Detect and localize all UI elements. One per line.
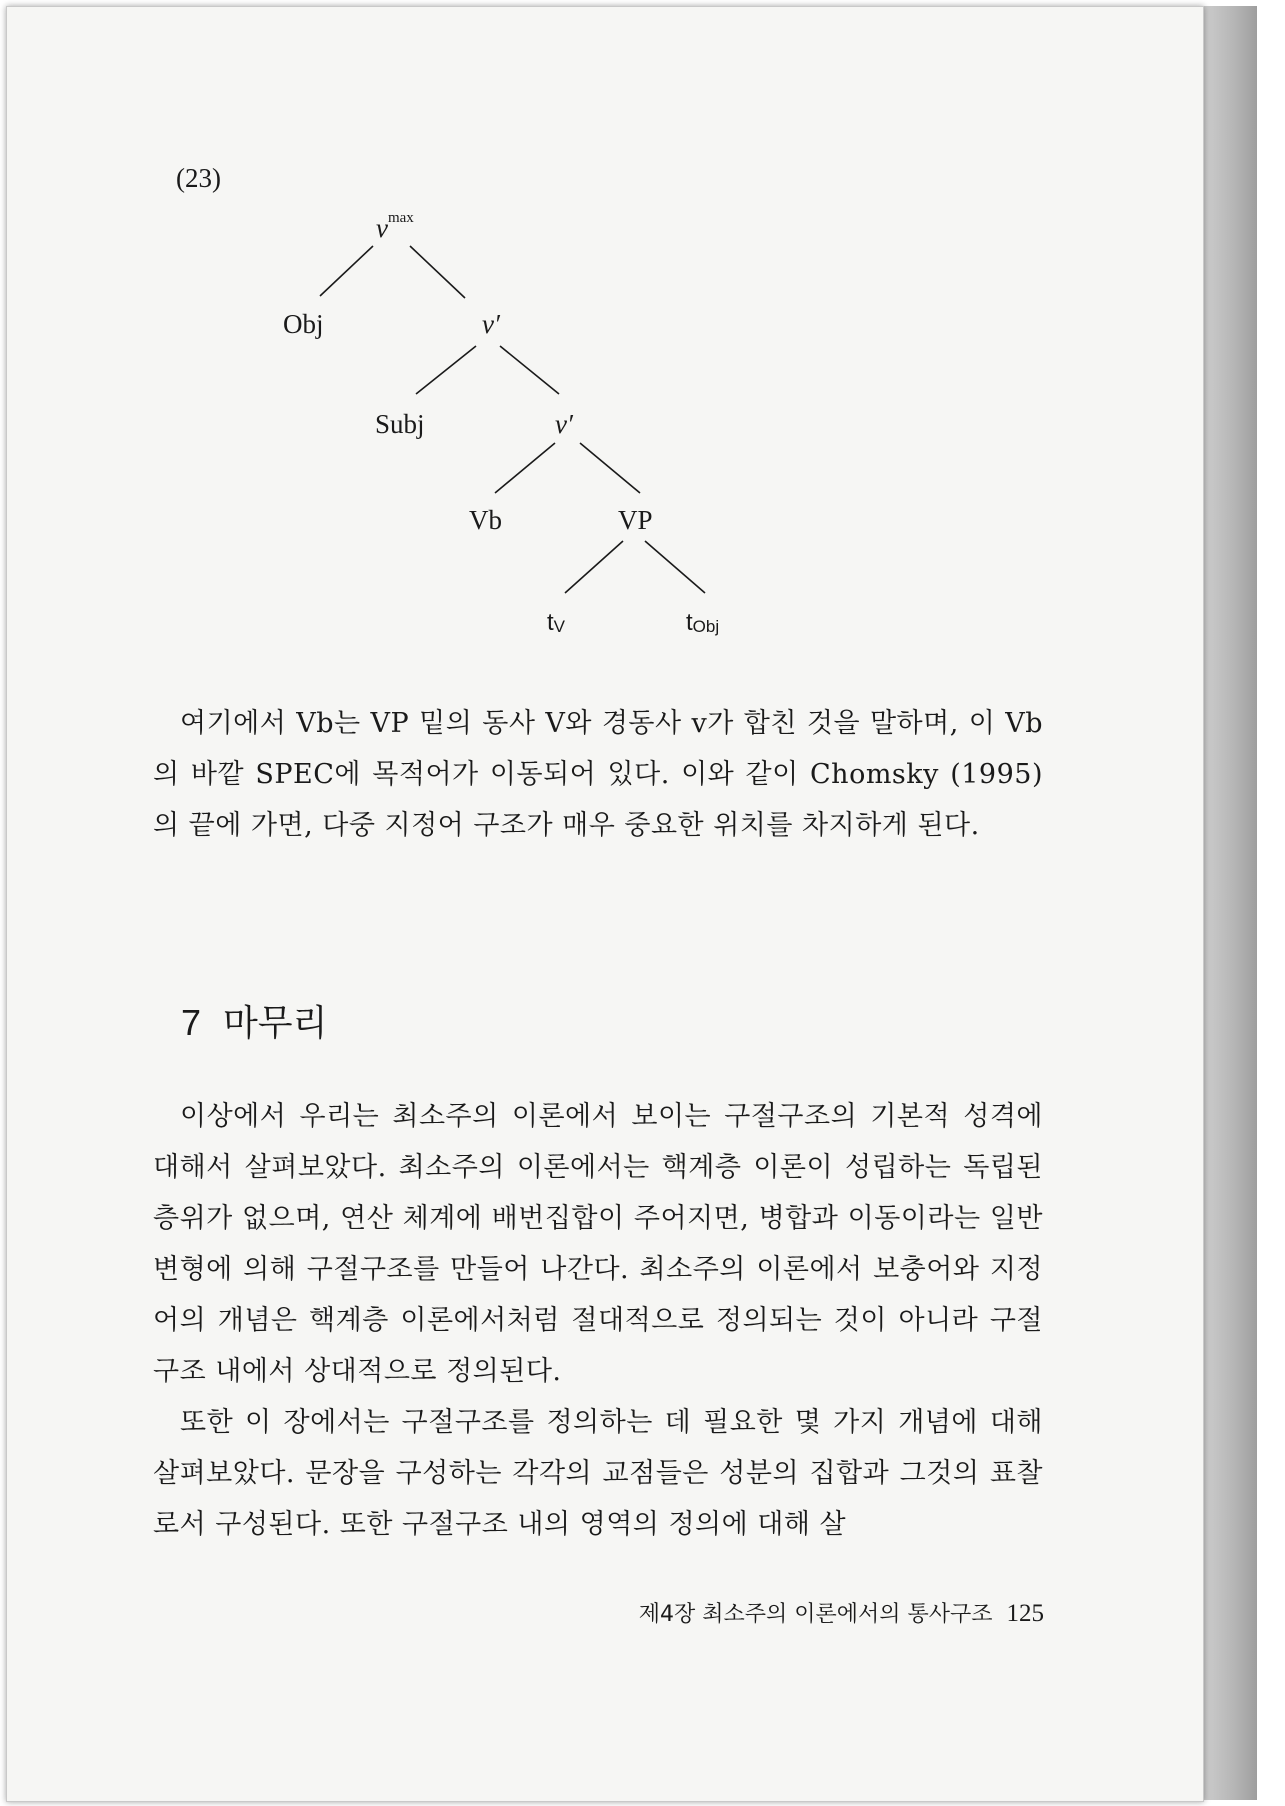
chapter-title: 제4장 최소주의 이론에서의 통사구조 <box>638 1602 993 1627</box>
trace-v: tV <box>547 609 566 636</box>
page-number: 125 <box>1006 1600 1044 1627</box>
paragraph-2: 이상에서 우리는 최소주의 이론에서 보이는 구절구조의 기본적 성격에 대해서 살펴보았다. 최소주의 이론에서는 핵계층 이론이 성립하는 독립된 층위가 없으며, 연산 체계에 배번집합이 주어지면, 병합과 이동이라는 일반 변형에 의해 구절구조를 만들어 나간다. 최소주의 이론에서 보충어와 지정어의 개념은 핵계층 이론에서처럼 절대적으로 정의되는 것이 아니라 구절구조 내에서 상대적으로 정의된다. <box>153 1101 1043 1387</box>
node-vmax: $v^{max}$ <box>376 210 414 243</box>
section-number: 7 <box>181 1002 202 1043</box>
paragraph-3: 또한 이 장에서는 구절구조를 정의하는 데 필요한 몇 가지 개념에 대해 살펴보았다. 문장을 구성하는 각각의 교점들은 성분의 집합과 그것의 표찰로서 구성된다. 또한 구절구조 내의 영역의 정의에 대해 살 <box>153 1407 1043 1540</box>
node-vb: Vb <box>469 505 502 535</box>
tree-branch <box>580 443 640 493</box>
tree-branch <box>500 346 559 394</box>
page-footer <box>639 1597 1044 1628</box>
section-heading <box>181 995 327 1046</box>
trace-obj: tObj <box>686 609 720 636</box>
section-title: 마무리 <box>223 1003 328 1044</box>
tree-branch <box>410 246 465 298</box>
node-obj: Obj <box>283 309 324 339</box>
example-number: (23) <box>176 163 221 193</box>
tree-branch <box>495 443 555 493</box>
paragraph-1: 여기에서 Vb는 VP 밑의 동사 V와 경동사 v가 합친 것을 말하며, 이 Vb의 바깥 SPEC에 목적어가 이동되어 있다. 이와 같이 Chomsky (1995)의 끝에 가면, 다중 지정어 구조가 매우 중요한 위치를 차지하게 된다. <box>153 708 1043 841</box>
node-vbar-2: v′ <box>555 409 573 439</box>
syntax-tree <box>0 0 1285 700</box>
node-subj: Subj <box>375 409 425 439</box>
node-vbar-1: v′ <box>482 309 500 339</box>
tree-branch <box>645 541 705 593</box>
node-vp: VP <box>618 505 653 535</box>
tree-branch <box>416 346 476 394</box>
tree-branch <box>320 246 373 296</box>
tree-branch <box>565 541 623 593</box>
